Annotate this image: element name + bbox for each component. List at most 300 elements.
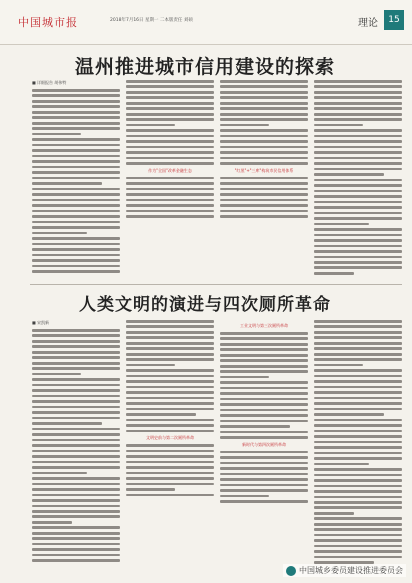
text-line bbox=[314, 190, 402, 193]
text-line bbox=[32, 166, 120, 169]
text-line bbox=[314, 107, 402, 110]
text-line bbox=[126, 193, 214, 196]
text-line bbox=[314, 430, 402, 433]
text-lines bbox=[220, 177, 308, 218]
text-line bbox=[126, 461, 214, 464]
page-number-badge: 15 bbox=[384, 10, 404, 30]
article2-column-1 bbox=[32, 320, 120, 570]
text-line bbox=[220, 151, 308, 154]
text-line bbox=[32, 554, 120, 557]
article2-subhead-3: 新时代与第四次厕所革命 bbox=[242, 441, 286, 447]
text-line bbox=[314, 245, 402, 248]
text-line bbox=[32, 537, 120, 540]
article2-subhead-2: 工业文明与第三次厕所革命 bbox=[240, 323, 288, 328]
text-line bbox=[314, 369, 402, 372]
text-line bbox=[220, 414, 308, 417]
text-line bbox=[126, 129, 214, 132]
text-line bbox=[220, 199, 308, 202]
text-line bbox=[126, 102, 214, 105]
text-line bbox=[32, 221, 120, 224]
text-line bbox=[126, 419, 214, 422]
text-line bbox=[32, 100, 120, 103]
text-line bbox=[314, 496, 402, 499]
text-line bbox=[314, 402, 402, 405]
text-line bbox=[220, 135, 308, 138]
text-line bbox=[220, 365, 308, 368]
text-line bbox=[314, 479, 402, 482]
text-line bbox=[220, 376, 269, 379]
article1-column-2 bbox=[126, 80, 214, 280]
text-line bbox=[126, 494, 214, 497]
text-line bbox=[314, 534, 402, 537]
text-line bbox=[314, 506, 402, 509]
text-line bbox=[126, 391, 214, 394]
text-line bbox=[32, 526, 120, 529]
text-line bbox=[314, 184, 402, 187]
article2-body bbox=[32, 320, 402, 570]
newspaper-logo: 中国城市报 bbox=[18, 16, 78, 29]
text-line bbox=[126, 182, 214, 185]
text-line bbox=[32, 89, 120, 92]
text-line bbox=[220, 478, 308, 481]
text-line bbox=[314, 85, 402, 88]
text-line bbox=[314, 173, 384, 176]
text-line bbox=[32, 444, 120, 447]
text-line bbox=[314, 234, 402, 237]
text-line bbox=[314, 91, 402, 94]
text-line bbox=[220, 107, 308, 110]
text-line bbox=[32, 94, 120, 97]
text-line bbox=[220, 204, 308, 207]
text-line bbox=[126, 124, 175, 127]
text-line bbox=[32, 411, 120, 414]
text-line bbox=[314, 146, 402, 149]
text-line bbox=[314, 336, 402, 339]
text-line bbox=[32, 329, 120, 332]
article2-column-4 bbox=[314, 320, 402, 570]
text-line bbox=[32, 340, 120, 343]
text-line bbox=[314, 512, 354, 515]
text-line bbox=[32, 400, 120, 403]
text-line bbox=[314, 391, 402, 394]
text-line bbox=[32, 199, 120, 202]
text-line bbox=[126, 488, 175, 491]
text-line bbox=[32, 237, 120, 240]
text-line bbox=[126, 336, 214, 339]
text-line bbox=[32, 351, 120, 354]
text-line bbox=[220, 398, 308, 401]
text-lines bbox=[126, 177, 214, 218]
text-line bbox=[314, 468, 402, 471]
text-line bbox=[126, 157, 214, 160]
text-line bbox=[220, 425, 290, 428]
article1-subhead-1: 作为"全国"改革金融生态 bbox=[148, 167, 192, 173]
text-line bbox=[32, 548, 120, 551]
text-line bbox=[314, 80, 402, 83]
text-line bbox=[126, 320, 214, 323]
text-line bbox=[314, 151, 402, 154]
text-line bbox=[220, 102, 308, 105]
text-line bbox=[220, 500, 308, 503]
text-line bbox=[220, 157, 308, 160]
text-line bbox=[32, 488, 120, 491]
text-line bbox=[220, 387, 308, 390]
text-line bbox=[126, 455, 214, 458]
text-line bbox=[314, 452, 402, 455]
text-line bbox=[314, 446, 402, 449]
text-lines bbox=[314, 320, 402, 564]
text-line bbox=[32, 494, 120, 497]
text-line bbox=[32, 356, 120, 359]
text-line bbox=[314, 256, 402, 259]
text-line bbox=[32, 515, 120, 518]
text-line bbox=[32, 450, 120, 453]
text-line bbox=[314, 212, 402, 215]
text-line bbox=[126, 358, 214, 361]
text-line bbox=[32, 439, 120, 442]
text-line bbox=[126, 413, 196, 416]
article2-column-2 bbox=[126, 320, 214, 570]
text-line bbox=[314, 129, 402, 132]
text-line bbox=[126, 402, 214, 405]
text-line bbox=[126, 444, 214, 447]
text-line bbox=[32, 406, 120, 409]
text-line bbox=[32, 177, 120, 180]
text-line bbox=[32, 389, 120, 392]
text-line bbox=[220, 420, 308, 423]
text-line bbox=[32, 334, 120, 337]
text-line bbox=[314, 380, 402, 383]
text-line bbox=[126, 188, 214, 191]
text-line bbox=[32, 433, 120, 436]
text-line bbox=[32, 204, 120, 207]
text-line bbox=[314, 206, 402, 209]
text-line bbox=[126, 215, 214, 218]
text-line bbox=[32, 461, 120, 464]
text-line bbox=[126, 353, 214, 356]
section-label: 理论 bbox=[358, 18, 378, 29]
text-line bbox=[32, 210, 120, 213]
text-line bbox=[220, 495, 269, 498]
text-line bbox=[314, 113, 402, 116]
text-line bbox=[32, 243, 120, 246]
text-line bbox=[126, 430, 214, 433]
text-line bbox=[126, 408, 214, 411]
text-line bbox=[32, 466, 120, 469]
text-line bbox=[126, 135, 214, 138]
text-line bbox=[314, 375, 402, 378]
text-lines bbox=[126, 444, 214, 496]
text-lines bbox=[126, 320, 214, 432]
text-line bbox=[126, 424, 214, 427]
text-line bbox=[32, 265, 120, 268]
text-line bbox=[126, 472, 214, 475]
text-line bbox=[126, 204, 214, 207]
text-line bbox=[220, 193, 308, 196]
text-line bbox=[32, 395, 120, 398]
article1-column-3 bbox=[220, 80, 308, 280]
text-line bbox=[314, 179, 402, 182]
text-line bbox=[126, 91, 214, 94]
text-line bbox=[314, 435, 402, 438]
text-line bbox=[314, 102, 402, 105]
text-line bbox=[220, 85, 308, 88]
text-line bbox=[314, 490, 402, 493]
text-lines bbox=[220, 332, 308, 439]
text-line bbox=[126, 331, 214, 334]
text-line bbox=[126, 199, 214, 202]
text-line bbox=[32, 543, 120, 546]
text-line bbox=[220, 124, 269, 127]
text-line bbox=[32, 193, 120, 196]
text-line bbox=[32, 373, 81, 376]
section-divider bbox=[30, 284, 402, 285]
watermark bbox=[283, 564, 406, 577]
text-line bbox=[314, 272, 354, 275]
text-lines bbox=[220, 451, 308, 503]
text-line bbox=[32, 417, 120, 420]
text-line bbox=[314, 353, 402, 356]
text-line bbox=[220, 146, 308, 149]
text-line bbox=[314, 419, 402, 422]
text-line bbox=[314, 358, 402, 361]
text-line bbox=[126, 162, 214, 165]
text-line bbox=[126, 347, 214, 350]
text-line bbox=[32, 111, 120, 114]
text-line bbox=[314, 474, 402, 477]
text-line bbox=[126, 177, 214, 180]
text-line bbox=[32, 155, 120, 158]
text-line bbox=[314, 539, 402, 542]
text-line bbox=[126, 450, 214, 453]
text-line bbox=[314, 168, 402, 171]
text-lines bbox=[32, 89, 120, 273]
text-line bbox=[314, 124, 363, 127]
text-line bbox=[32, 248, 120, 251]
text-line bbox=[314, 96, 402, 99]
text-line bbox=[220, 162, 308, 165]
text-line bbox=[126, 375, 214, 378]
text-line bbox=[32, 472, 87, 475]
text-line bbox=[314, 157, 402, 160]
text-line bbox=[32, 505, 120, 508]
text-line bbox=[220, 409, 308, 412]
text-line bbox=[314, 528, 402, 531]
text-line bbox=[32, 499, 120, 502]
text-line bbox=[32, 127, 120, 130]
text-line bbox=[220, 392, 308, 395]
text-line bbox=[32, 362, 120, 365]
text-line bbox=[220, 332, 308, 335]
text-line bbox=[126, 118, 214, 121]
article1-subhead-2: "红黑"+"三库"构筑市民信用体系 bbox=[234, 167, 294, 173]
text-line bbox=[220, 118, 308, 121]
text-line bbox=[314, 325, 402, 328]
text-line bbox=[32, 160, 120, 163]
text-line bbox=[32, 521, 72, 524]
text-line bbox=[314, 501, 402, 504]
text-line bbox=[32, 226, 120, 229]
text-line bbox=[220, 113, 308, 116]
text-line bbox=[314, 228, 402, 231]
watermark-text: 中国城乡委员建设推进委员会 bbox=[299, 566, 403, 575]
text-line bbox=[126, 477, 214, 480]
text-line bbox=[126, 113, 214, 116]
text-line bbox=[220, 451, 308, 454]
text-line bbox=[32, 188, 120, 191]
text-line bbox=[314, 239, 402, 242]
text-line bbox=[314, 261, 402, 264]
text-line bbox=[314, 550, 402, 553]
text-line bbox=[314, 413, 384, 416]
text-line bbox=[220, 182, 308, 185]
text-line bbox=[32, 455, 120, 458]
text-line bbox=[220, 91, 308, 94]
text-line bbox=[32, 345, 120, 348]
text-line bbox=[314, 397, 402, 400]
text-line bbox=[314, 517, 402, 520]
text-line bbox=[220, 215, 308, 218]
text-line bbox=[32, 270, 120, 273]
text-line bbox=[32, 259, 120, 262]
article2-column-3 bbox=[220, 320, 308, 570]
text-line bbox=[314, 195, 402, 198]
text-line bbox=[32, 116, 120, 119]
text-line bbox=[32, 428, 120, 431]
text-line bbox=[126, 466, 214, 469]
text-line bbox=[126, 325, 214, 328]
text-line bbox=[314, 320, 402, 323]
text-line bbox=[126, 107, 214, 110]
text-line bbox=[314, 266, 402, 269]
text-line bbox=[220, 403, 308, 406]
text-line bbox=[314, 457, 402, 460]
text-line bbox=[126, 80, 214, 83]
text-line bbox=[314, 217, 402, 220]
text-line bbox=[314, 408, 402, 411]
text-line bbox=[126, 397, 214, 400]
text-line bbox=[32, 133, 81, 136]
text-line bbox=[314, 250, 402, 253]
text-line bbox=[314, 364, 363, 367]
text-line bbox=[32, 149, 120, 152]
text-line bbox=[220, 436, 308, 439]
text-line bbox=[126, 386, 214, 389]
text-line bbox=[314, 331, 402, 334]
article1-column-4 bbox=[314, 80, 402, 280]
text-line bbox=[220, 431, 308, 434]
text-line bbox=[32, 559, 120, 562]
text-line bbox=[220, 370, 308, 373]
text-line bbox=[32, 254, 120, 257]
text-line bbox=[220, 456, 308, 459]
text-line bbox=[32, 510, 120, 513]
text-line bbox=[32, 532, 120, 535]
text-line bbox=[220, 473, 308, 476]
text-line bbox=[314, 347, 402, 350]
text-line bbox=[32, 138, 120, 141]
text-lines bbox=[126, 80, 214, 165]
text-line bbox=[32, 105, 120, 108]
text-lines bbox=[32, 329, 120, 562]
article1-column-1 bbox=[32, 80, 120, 280]
text-line bbox=[32, 422, 102, 425]
text-line bbox=[126, 85, 214, 88]
article1-byline: ■ 详细报告 胡伟特 bbox=[32, 80, 67, 85]
text-line bbox=[32, 182, 102, 185]
text-line bbox=[126, 342, 214, 345]
text-line bbox=[314, 386, 402, 389]
text-line bbox=[314, 545, 402, 548]
text-line bbox=[314, 118, 402, 121]
wechat-icon bbox=[286, 566, 296, 576]
text-line bbox=[32, 367, 120, 370]
text-line bbox=[220, 96, 308, 99]
text-line bbox=[220, 343, 308, 346]
text-line bbox=[314, 201, 402, 204]
text-lines bbox=[314, 80, 402, 275]
text-line bbox=[314, 463, 369, 466]
text-line bbox=[220, 467, 308, 470]
text-line bbox=[314, 424, 402, 427]
text-line bbox=[220, 381, 308, 384]
text-line bbox=[126, 369, 214, 372]
text-line bbox=[220, 354, 308, 357]
article2-title: 人类文明的演进与四次厕所革命 bbox=[79, 295, 331, 315]
text-line bbox=[32, 378, 120, 381]
text-line bbox=[126, 96, 214, 99]
text-line bbox=[314, 441, 402, 444]
article2-byline: ■ 宋凯新 bbox=[32, 320, 50, 325]
text-line bbox=[220, 210, 308, 213]
text-line bbox=[126, 146, 214, 149]
text-line bbox=[220, 80, 308, 83]
text-line bbox=[220, 177, 308, 180]
article2-subhead-1: 文明史前与第二次厕所革命 bbox=[146, 435, 194, 441]
text-line bbox=[314, 135, 402, 138]
text-line bbox=[220, 348, 308, 351]
text-line bbox=[32, 232, 87, 235]
text-line bbox=[314, 223, 369, 226]
text-line bbox=[32, 384, 120, 387]
text-line bbox=[314, 140, 402, 143]
text-line bbox=[126, 483, 214, 486]
text-line bbox=[220, 359, 308, 362]
text-line bbox=[32, 215, 120, 218]
text-line bbox=[126, 151, 214, 154]
text-line bbox=[126, 380, 214, 383]
text-line bbox=[220, 462, 308, 465]
text-line bbox=[32, 144, 120, 147]
text-line bbox=[126, 210, 214, 213]
text-line bbox=[220, 188, 308, 191]
text-line bbox=[314, 342, 402, 345]
text-line bbox=[32, 171, 120, 174]
text-line bbox=[220, 489, 308, 492]
date-line: 2018年7月16日 星期一 二本版责任 刘硕 bbox=[110, 18, 193, 23]
text-line bbox=[220, 140, 308, 143]
text-line bbox=[126, 140, 214, 143]
text-lines bbox=[220, 80, 308, 165]
text-line bbox=[220, 484, 308, 487]
text-line bbox=[314, 556, 402, 559]
text-line bbox=[32, 477, 120, 480]
text-line bbox=[314, 485, 402, 488]
article1-body bbox=[32, 80, 402, 280]
text-line bbox=[220, 129, 308, 132]
text-line bbox=[126, 364, 175, 367]
masthead bbox=[0, 0, 412, 45]
